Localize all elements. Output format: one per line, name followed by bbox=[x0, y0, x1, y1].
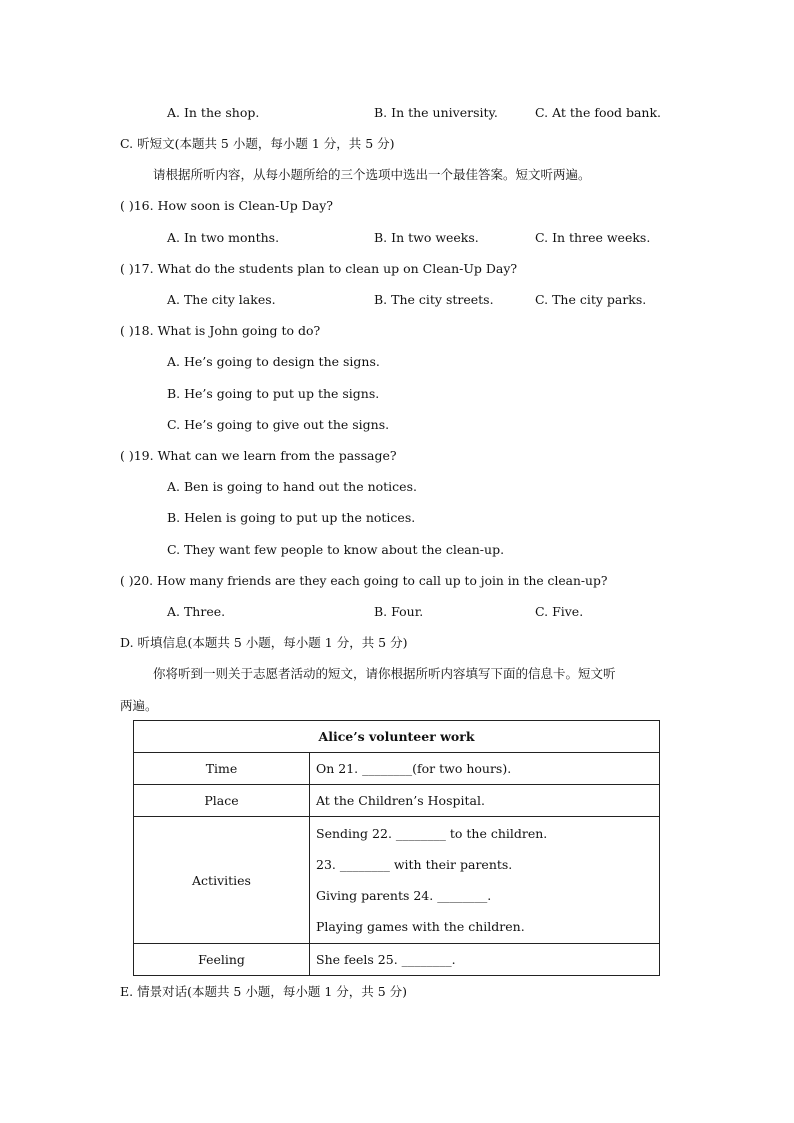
section-d-instruction-line2: 两遍。 bbox=[120, 698, 158, 713]
q19-stem: ( )19. What can we learn from the passage? bbox=[120, 448, 397, 463]
card-activity-item: Playing games with the children. bbox=[316, 919, 525, 934]
q17-option-c: C. The city parks. bbox=[535, 292, 647, 307]
card-activity-item: 23. ________ with their parents. bbox=[316, 857, 513, 872]
q18-option-b: B. He’s going to put up the signs. bbox=[167, 386, 380, 401]
card-activities-cell bbox=[310, 817, 660, 944]
card-title: Alice’s volunteer work bbox=[134, 721, 660, 753]
q15-option-c: C. At the food bank. bbox=[535, 105, 662, 120]
section-d-title: D. 听填信息(本题共 5 小题，每小题 1 分，共 5 分) bbox=[120, 635, 408, 650]
card-activities-label: Activities bbox=[134, 817, 310, 944]
section-c-instruction: 请根据所听内容，从每小题所给的三个选项中选出一个最佳答案。短文听两遍。 bbox=[153, 167, 591, 182]
q18-option-c: C. He’s going to give out the signs. bbox=[167, 417, 390, 432]
card-time-label: Time bbox=[134, 753, 310, 785]
q15-option-b: B. In the university. bbox=[374, 105, 498, 120]
q16-option-c: C. In three weeks. bbox=[535, 230, 651, 245]
q16-stem: ( )16. How soon is Clean-Up Day? bbox=[120, 198, 333, 213]
card-activity-item: Giving parents 24. ________. bbox=[316, 888, 492, 903]
q17-option-a: A. The city lakes. bbox=[167, 292, 276, 307]
section-e-title: E. 情景对话(本题共 5 小题，每小题 1 分，共 5 分) bbox=[120, 984, 408, 999]
card-feeling-label: Feeling bbox=[134, 944, 310, 976]
q19-option-b: B. Helen is going to put up the notices. bbox=[167, 510, 416, 525]
card-activity-item: Sending 22. ________ to the children. bbox=[316, 826, 548, 841]
card-time-value: On 21. ________(for two hours). bbox=[310, 753, 660, 785]
q17-option-b: B. The city streets. bbox=[374, 292, 494, 307]
q18-option-a: A. He’s going to design the signs. bbox=[167, 354, 380, 369]
q15-option-a: A. In the shop. bbox=[167, 105, 260, 120]
q17-stem: ( )17. What do the students plan to clean up on Clean-Up Day? bbox=[120, 261, 518, 276]
q16-option-a: A. In two months. bbox=[167, 230, 280, 245]
section-c-title: C. 听短文(本题共 5 小题，每小题 1 分，共 5 分) bbox=[120, 136, 395, 151]
q16-option-b: B. In two weeks. bbox=[374, 230, 479, 245]
section-d-instruction-line1: 你将听到一则关于志愿者活动的短文，请你根据所听内容填写下面的信息卡。短文听 bbox=[153, 666, 616, 681]
card-feeling-value: She feels 25. ________. bbox=[310, 944, 660, 976]
card-place-label: Place bbox=[134, 785, 310, 817]
q18-stem: ( )18. What is John going to do? bbox=[120, 323, 321, 338]
q20-option-a: A. Three. bbox=[167, 604, 226, 619]
q20-option-b: B. Four. bbox=[374, 604, 424, 619]
q19-option-c: C. They want few people to know about the clean-up. bbox=[167, 542, 505, 557]
q20-stem: ( )20. How many friends are they each going to call up to join in the clean-up? bbox=[120, 574, 608, 588]
q19-option-a: A. Ben is going to hand out the notices. bbox=[167, 479, 417, 494]
info-card-table bbox=[133, 720, 660, 976]
card-place-value: At the Children’s Hospital. bbox=[310, 785, 660, 817]
q20-option-c: C. Five. bbox=[535, 604, 584, 619]
